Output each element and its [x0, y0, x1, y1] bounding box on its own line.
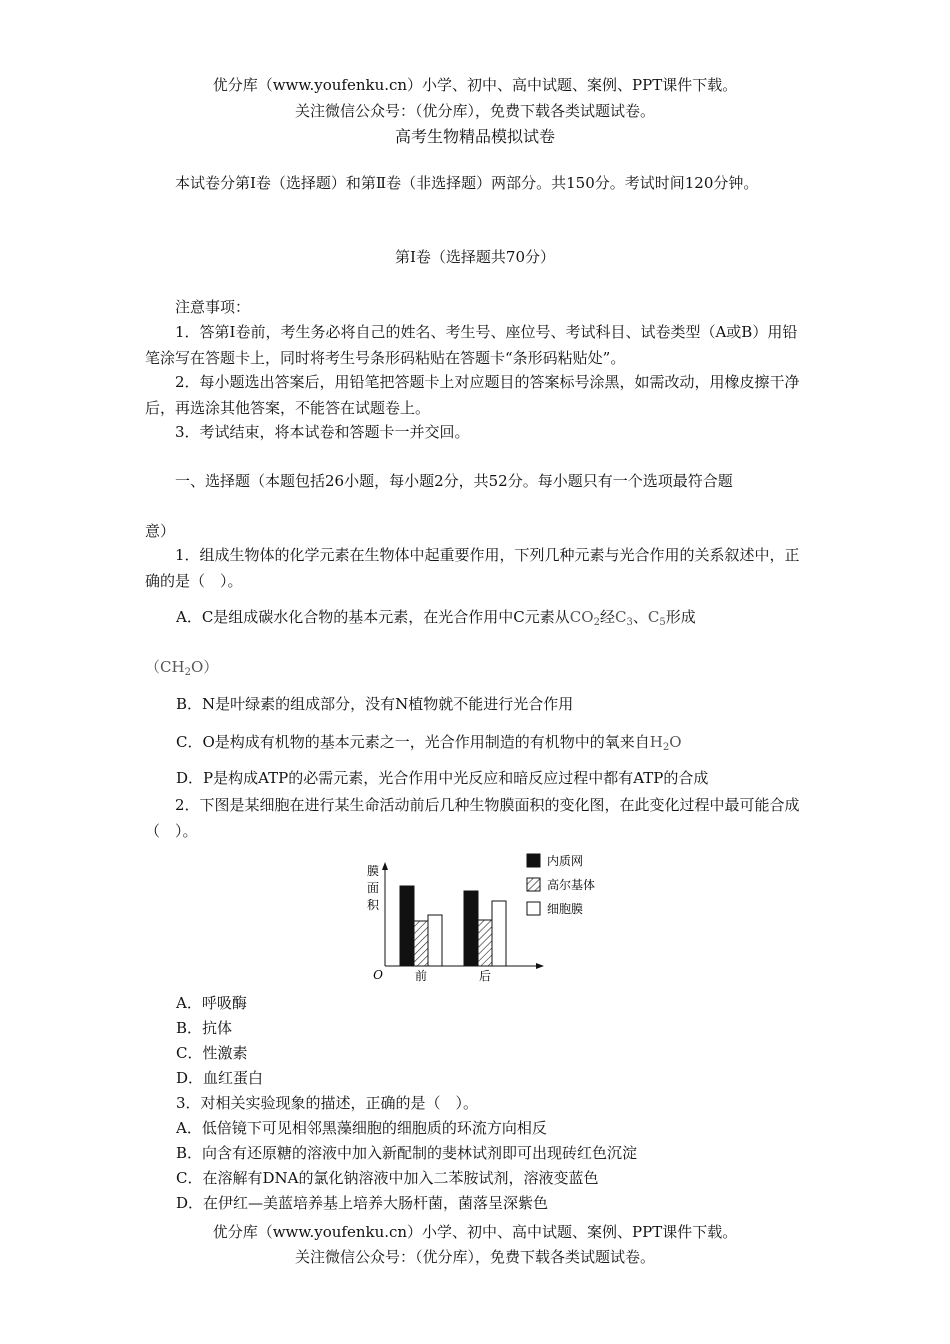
page-title: 高考生物精品模拟试卷 — [394, 127, 555, 146]
q2-option: A．呼吸酶 — [176, 994, 247, 1012]
footer-line-1: 优分库（www.youfenku.cn）小学、初中、高中试题、案例、PPT课件下载。 — [212, 1223, 738, 1241]
q3-option: B．向含有还原糖的溶液中加入新配制的斐林试剂即可出现砖红色沉淀 — [176, 1144, 638, 1162]
bar-后-内质网 — [464, 891, 478, 966]
y-label-char: 膜 — [366, 864, 380, 878]
legend-label: 内质网 — [547, 854, 584, 868]
notes-heading: 注意事项： — [175, 298, 251, 316]
q3-option: A．低倍镜下可见相邻黑藻细胞的细胞质的环流方向相反 — [176, 1119, 547, 1137]
section-title: 第Ⅰ卷（选择题共70分） — [394, 248, 555, 266]
membrane-area-chart — [358, 848, 618, 988]
x-axis-arrow — [536, 963, 544, 969]
x-tick-label: 后 — [478, 969, 492, 983]
bar-后-细胞膜 — [492, 901, 506, 966]
y-label-char: 积 — [366, 898, 380, 912]
y-axis-arrow — [382, 862, 388, 870]
q2-option: D．血红蛋白 — [176, 1069, 264, 1087]
y-label-char: 面 — [366, 881, 380, 895]
note-item: 1．答第Ⅰ卷前，考生务必将自己的姓名、考生号、座位号、考试科目、试卷类型（A或B）用铅笔涂写在答题卡上，同时将考生号条形码粘贴在答题卡“条形码粘贴处”。 — [145, 323, 798, 367]
q2-option: B．抗体 — [176, 1019, 233, 1037]
note-item: 3．考试结束，将本试卷和答题卡一并交回。 — [175, 423, 470, 441]
note-item: 2．每小题选出答案后，用铅笔把答题卡上对应题目的答案标号涂黑，如需改动，用橡皮擦干净后，再选涂其他答案，不能答在试题卷上。 — [145, 373, 800, 417]
legend-label: 高尔基体 — [547, 878, 596, 892]
footer-line-2: 关注微信公众号：（优分库），免费下载各类试题试卷。 — [294, 1248, 655, 1266]
part1-heading: 一、选择题（本题包括26小题，每小题2分，共52分。每小题只有一个选项最符合题 — [175, 472, 733, 490]
bar-前-细胞膜 — [428, 915, 442, 966]
x-tick-label: 前 — [414, 969, 428, 983]
q1-option-a: A．C是组成碳水化合物的基本元素，在光合作用中C元素从$CO_2$经$C_3$、$C_5$形成 — [176, 608, 696, 628]
legend-swatch — [527, 854, 540, 867]
q1-stem: 1．组成生物体的化学元素在生物体中起重要作用，下列几种元素与光合作用的关系叙述中，正确的是（ ）。 — [145, 546, 800, 590]
legend-swatch — [527, 902, 540, 915]
intro-paragraph: 本试卷分第Ⅰ卷（选择题）和第Ⅱ卷（非选择题）两部分。共150分。考试时间120分钟。 — [175, 174, 759, 192]
q1-option-a-cont: $(CH_2O)$ — [145, 658, 219, 678]
header-line-1: 优分库（www.youfenku.cn）小学、初中、高中试题、案例、PPT课件下载。 — [212, 76, 738, 94]
q3-option: C．在溶解有DNA的氯化钠溶液中加入二苯胺试剂，溶液变蓝色 — [176, 1169, 599, 1187]
q1-option-d: D．P是构成ATP的必需元素，光合作用中光反应和暗反应过程中都有ATP的合成 — [176, 769, 709, 787]
origin-label: O — [373, 968, 383, 982]
part1-heading-cont: 意） — [145, 522, 176, 540]
q3-option: D．在伊红—美蓝培养基上培养大肠杆菌，菌落呈深紫色 — [176, 1194, 549, 1212]
legend-label: 细胞膜 — [547, 902, 584, 916]
bar-前-高尔基体 — [414, 921, 428, 966]
header-line-2: 关注微信公众号：（优分库），免费下载各类试题试卷。 — [294, 102, 655, 120]
q1-option-b: B．N是叶绿素的组成部分，没有N植物就不能进行光合作用 — [176, 695, 574, 713]
legend-swatch — [527, 878, 540, 891]
q1-option-c: C．O是构成有机物的基本元素之一，光合作用制造的有机物中的氧来自$H_2O$ — [176, 733, 682, 753]
bar-后-高尔基体 — [478, 920, 492, 966]
bar-前-内质网 — [400, 886, 414, 966]
q2-option: C．性激素 — [176, 1044, 248, 1062]
q3-stem: 3．对相关实验现象的描述，正确的是（ ）。 — [176, 1094, 479, 1112]
q2-stem: 2．下图是某细胞在进行某生命活动前后几种生物膜面积的变化图，在此变化过程中最可能合成（ ）。 — [145, 796, 800, 840]
